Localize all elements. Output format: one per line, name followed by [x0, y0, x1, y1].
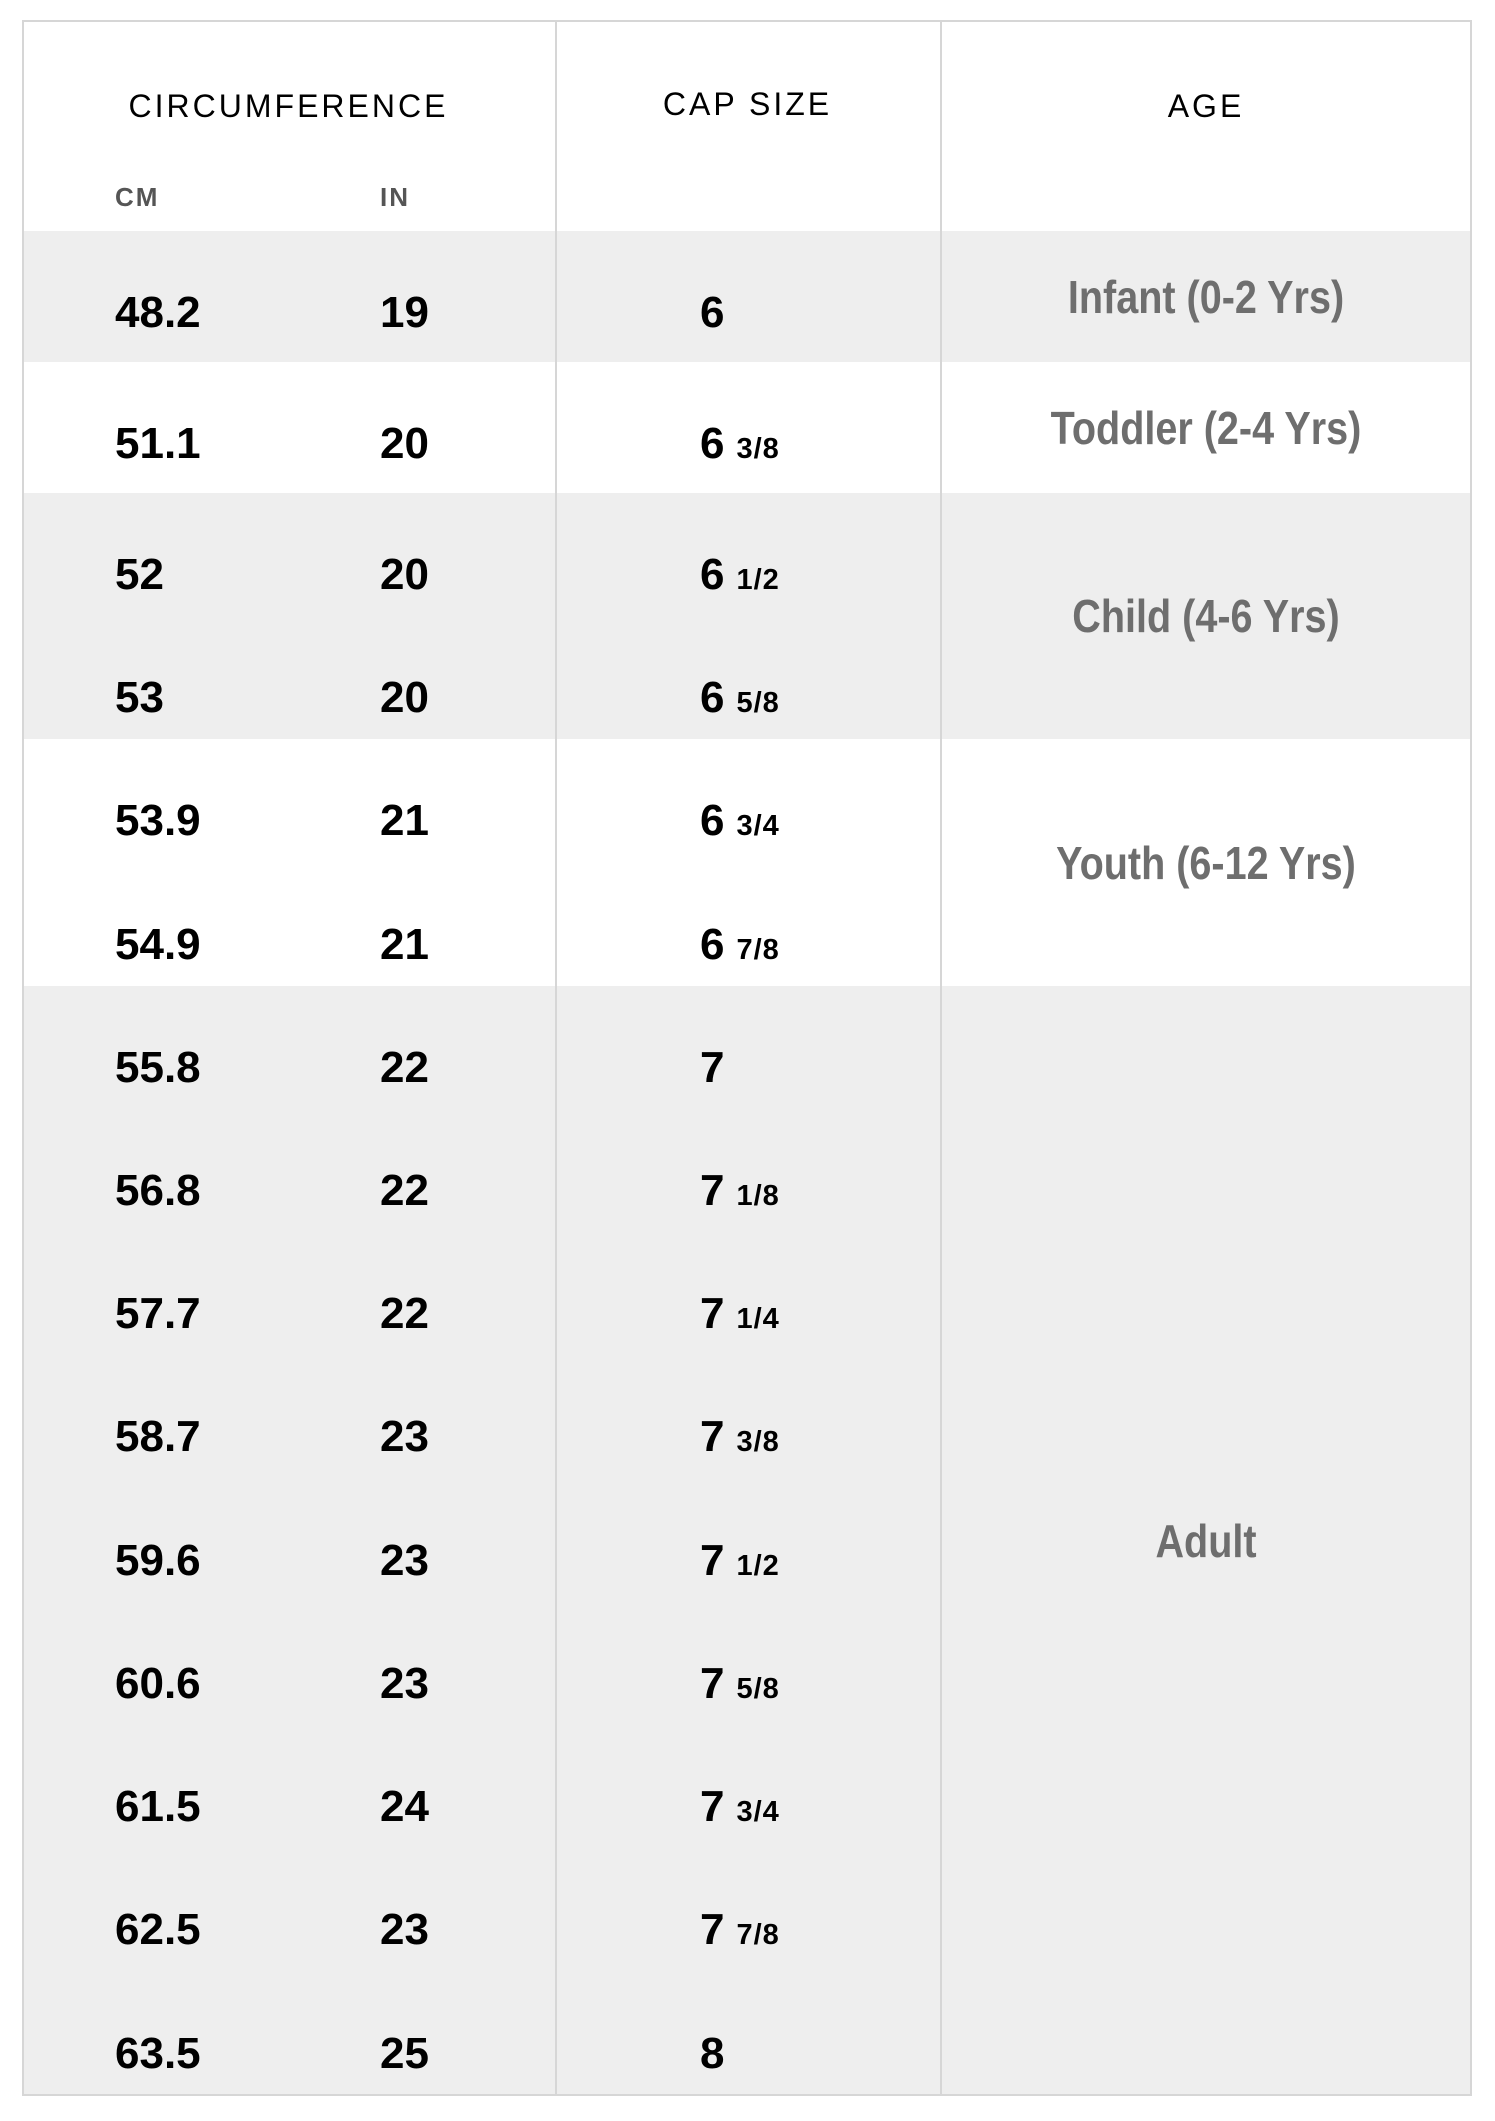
cap-size-value: [700, 1375, 780, 1498]
cm-value: 55.8: [115, 1043, 201, 1092]
column-divider-cap: [555, 20, 557, 2096]
table-row: [22, 382, 940, 505]
cm-value: 51.1: [115, 419, 201, 468]
table-row: [22, 883, 940, 1006]
table-row: [22, 1006, 940, 1129]
cap-size-value: [700, 1622, 780, 1745]
in-value: 20: [380, 419, 429, 468]
cap-fraction: 5/8: [736, 687, 780, 719]
cap-fraction: 3/4: [736, 1796, 780, 1828]
cap-size-value: [700, 883, 780, 1006]
table-row: [22, 513, 940, 636]
cap-whole: 6: [700, 550, 725, 599]
column-divider-age: [940, 20, 942, 2096]
table-row: [22, 1868, 940, 1991]
cap-whole: 7: [700, 1412, 725, 1461]
table-row: [22, 1499, 940, 1622]
cap-size-value: [700, 1992, 736, 2115]
in-value: 21: [380, 796, 429, 845]
in-value: 23: [380, 1905, 429, 1954]
cap-size-value: [700, 382, 780, 505]
cm-value: 63.5: [115, 2029, 201, 2078]
cap-fraction: 3/8: [736, 433, 780, 465]
cap-fraction: 7/8: [736, 934, 780, 966]
cap-whole: 7: [700, 1905, 725, 1954]
cm-value: 60.6: [115, 1659, 201, 1708]
cap-size-value: [700, 251, 736, 374]
cap-whole: 8: [700, 2029, 725, 2078]
cap-whole: 6: [700, 419, 725, 468]
cap-whole: 6: [700, 796, 725, 845]
cap-whole: 7: [700, 1166, 725, 1215]
age-group-adult: Adult: [1155, 1515, 1257, 1567]
cap-whole: 6: [700, 288, 725, 337]
cm-value: 56.8: [115, 1166, 201, 1215]
cap-fraction: 7/8: [736, 1919, 780, 1951]
cm-value: 58.7: [115, 1412, 201, 1461]
cm-value: 59.6: [115, 1536, 201, 1585]
cap-fraction: 1/2: [736, 564, 780, 596]
in-value: 22: [380, 1289, 429, 1338]
cap-whole: 7: [700, 1043, 725, 1092]
table-row: [22, 251, 940, 374]
in-value: 20: [380, 550, 429, 599]
cap-whole: 6: [700, 920, 725, 969]
age-group-toddler: Toddler (2-4 Yrs): [1050, 401, 1362, 454]
table-border-left: [22, 20, 24, 2096]
table-row: [22, 1129, 940, 1252]
cap-size-value: [700, 1499, 780, 1622]
cap-fraction: 3/4: [736, 810, 780, 842]
age-group-child: Child (4-6 Yrs): [1072, 590, 1340, 642]
in-value: 23: [380, 1536, 429, 1585]
cm-value: 62.5: [115, 1905, 201, 1954]
header-circumference: CIRCUMFERENCE: [128, 88, 449, 124]
header-age: AGE: [1167, 88, 1245, 124]
table-row: [22, 1252, 940, 1375]
cap-size-value: [700, 636, 780, 759]
in-value: 20: [380, 673, 429, 722]
age-group-infant: Infant (0-2 Yrs): [1067, 270, 1345, 323]
table-row: [22, 759, 940, 882]
cm-value: 53: [115, 673, 164, 722]
cap-size-value: [700, 759, 780, 882]
in-value: 22: [380, 1166, 429, 1215]
cap-whole: 7: [700, 1536, 725, 1585]
table-header: [22, 20, 1472, 231]
table-row: [22, 636, 940, 759]
table-row: [22, 1375, 940, 1498]
in-value: 23: [380, 1412, 429, 1461]
in-value: 22: [380, 1043, 429, 1092]
cap-size-value: [700, 513, 780, 636]
in-value: 24: [380, 1782, 429, 1831]
table-border-top: [22, 20, 1472, 22]
cm-value: 48.2: [115, 288, 201, 337]
table-row: [22, 1992, 940, 2115]
cap-whole: 6: [700, 673, 725, 722]
in-value: 19: [380, 288, 429, 337]
cm-value: 61.5: [115, 1782, 201, 1831]
cap-fraction: 1/8: [736, 1180, 780, 1212]
cm-value: 57.7: [115, 1289, 201, 1338]
cap-fraction: 1/4: [736, 1303, 780, 1335]
table-row: [22, 1622, 940, 1745]
cap-size-value: [700, 1006, 736, 1129]
cm-value: 52: [115, 550, 164, 599]
cap-size-value: [700, 1252, 780, 1375]
header-in: IN: [380, 182, 410, 212]
in-value: 21: [380, 920, 429, 969]
cap-whole: 7: [700, 1782, 725, 1831]
size-chart-table: [22, 20, 1472, 2096]
cm-value: 53.9: [115, 796, 201, 845]
cap-whole: 7: [700, 1289, 725, 1338]
cap-size-value: [700, 1745, 780, 1868]
cap-size-value: [700, 1129, 780, 1252]
cap-fraction: 5/8: [736, 1673, 780, 1705]
cm-value: 54.9: [115, 920, 201, 969]
table-border-right: [1470, 20, 1472, 2096]
table-row: [22, 1745, 940, 1868]
header-cap-size: CAP SIZE: [662, 86, 833, 122]
age-group-youth: Youth (6-12 Yrs): [1056, 836, 1356, 889]
cap-fraction: 3/8: [736, 1426, 780, 1458]
cap-size-value: [700, 1868, 780, 1991]
in-value: 23: [380, 1659, 429, 1708]
table-border-bottom: [22, 2094, 1472, 2096]
cap-whole: 7: [700, 1659, 725, 1708]
in-value: 25: [380, 2029, 429, 2078]
header-cm: CM: [115, 182, 160, 212]
cap-fraction: 1/2: [736, 1550, 780, 1582]
